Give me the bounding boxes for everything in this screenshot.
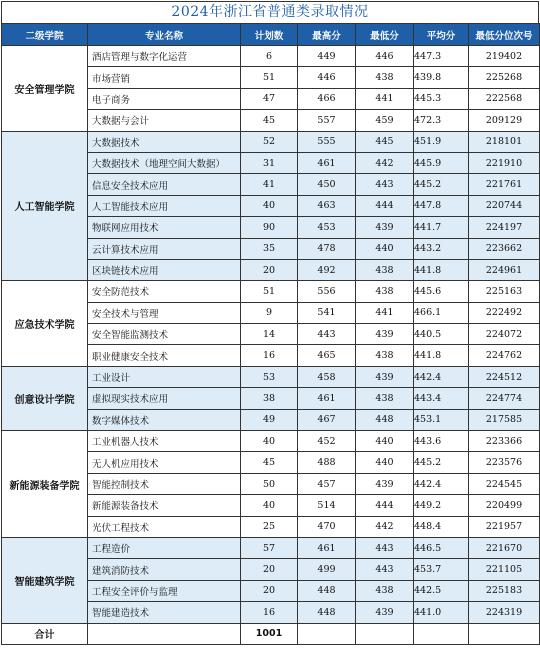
max-score: 492 <box>298 259 356 280</box>
major-name: 建筑消防技术 <box>88 559 241 580</box>
max-score: 446 <box>298 67 356 88</box>
max-score: 443 <box>298 324 356 345</box>
avg-score: 447.3 <box>414 46 469 67</box>
max-score: 461 <box>298 388 356 409</box>
college-name: 应急技术学院 <box>2 281 88 367</box>
table-row <box>2 431 540 452</box>
min-score: 440 <box>356 431 414 452</box>
plan-count: 52 <box>241 131 298 152</box>
major-name: 大数据技术 <box>88 131 241 152</box>
avg-score: 442.5 <box>414 580 469 601</box>
total-row <box>2 623 540 644</box>
avg-score: 443.4 <box>414 388 469 409</box>
total-empty-rank <box>469 623 540 644</box>
plan-count: 57 <box>241 537 298 558</box>
major-name: 电子商务 <box>88 88 241 109</box>
avg-score: 443.6 <box>414 431 469 452</box>
min-rank: 224545 <box>469 473 540 494</box>
major-name: 无人机应用技术 <box>88 452 241 473</box>
min-score: 443 <box>356 559 414 580</box>
major-name: 安全智能监测技术 <box>88 324 241 345</box>
max-score: 461 <box>298 152 356 173</box>
max-score: 488 <box>298 452 356 473</box>
min-score: 459 <box>356 110 414 131</box>
min-rank: 225183 <box>469 580 540 601</box>
avg-score: 441.7 <box>414 217 469 238</box>
max-score: 467 <box>298 409 356 430</box>
min-rank: 224762 <box>469 345 540 366</box>
min-score: 439 <box>356 473 414 494</box>
avg-score: 445.2 <box>414 452 469 473</box>
major-name: 物联网应用技术 <box>88 217 241 238</box>
avg-score: 472.3 <box>414 110 469 131</box>
major-name: 工程造价 <box>88 537 241 558</box>
plan-count: 50 <box>241 473 298 494</box>
min-score: 448 <box>356 409 414 430</box>
table-row <box>2 537 540 558</box>
plan-count: 45 <box>241 452 298 473</box>
major-name: 大数据技术（地理空间大数据） <box>88 152 241 173</box>
min-score: 444 <box>356 495 414 516</box>
table-body <box>2 46 540 624</box>
header-max: 最高分 <box>298 24 356 46</box>
major-name: 信息安全技术应用 <box>88 174 241 195</box>
header-min: 最低分 <box>356 24 414 46</box>
min-rank: 224961 <box>469 259 540 280</box>
plan-count: 40 <box>241 431 298 452</box>
college-name: 新能源装备学院 <box>2 431 88 538</box>
college-name: 创意设计学院 <box>2 366 88 430</box>
major-name: 云计算技术应用 <box>88 238 241 259</box>
major-name: 数字媒体技术 <box>88 409 241 430</box>
min-rank: 219402 <box>469 46 540 67</box>
min-score: 440 <box>356 452 414 473</box>
major-name: 大数据与会计 <box>88 110 241 131</box>
min-score: 441 <box>356 302 414 323</box>
min-rank: 224512 <box>469 366 540 387</box>
header-major: 专业名称 <box>88 24 241 46</box>
plan-count: 38 <box>241 388 298 409</box>
max-score: 453 <box>298 217 356 238</box>
min-rank: 224197 <box>469 217 540 238</box>
plan-count: 51 <box>241 281 298 302</box>
major-name: 安全技术与管理 <box>88 302 241 323</box>
plan-count: 49 <box>241 409 298 430</box>
avg-score: 445.9 <box>414 152 469 173</box>
major-name: 安全防范技术 <box>88 281 241 302</box>
table-row <box>2 366 540 387</box>
plan-count: 35 <box>241 238 298 259</box>
major-name: 光伏工程技术 <box>88 516 241 537</box>
max-score: 463 <box>298 195 356 216</box>
major-name: 智能建造技术 <box>88 602 241 623</box>
min-rank: 218101 <box>469 131 540 152</box>
max-score: 470 <box>298 516 356 537</box>
avg-score: 440.5 <box>414 324 469 345</box>
table-row <box>2 281 540 302</box>
min-rank: 225268 <box>469 67 540 88</box>
min-rank: 223662 <box>469 238 540 259</box>
max-score: 458 <box>298 366 356 387</box>
avg-score: 451.9 <box>414 131 469 152</box>
plan-count: 90 <box>241 217 298 238</box>
max-score: 448 <box>298 602 356 623</box>
plan-count: 6 <box>241 46 298 67</box>
max-score: 555 <box>298 131 356 152</box>
header-row <box>2 24 540 46</box>
min-score: 444 <box>356 195 414 216</box>
plan-count: 53 <box>241 366 298 387</box>
min-rank: 221910 <box>469 152 540 173</box>
min-score: 438 <box>356 580 414 601</box>
plan-count: 31 <box>241 152 298 173</box>
plan-count: 40 <box>241 195 298 216</box>
max-score: 461 <box>298 537 356 558</box>
avg-score: 446.5 <box>414 537 469 558</box>
max-score: 499 <box>298 559 356 580</box>
total-empty-avg <box>414 623 469 644</box>
table-row <box>2 131 540 152</box>
max-score: 452 <box>298 431 356 452</box>
plan-count: 51 <box>241 67 298 88</box>
max-score: 556 <box>298 281 356 302</box>
max-score: 450 <box>298 174 356 195</box>
major-name: 智能控制技术 <box>88 473 241 494</box>
total-label: 合计 <box>2 623 88 644</box>
avg-score: 439.8 <box>414 67 469 88</box>
admission-table-container <box>1 1 539 646</box>
avg-score: 453.7 <box>414 559 469 580</box>
major-name: 新能源装备技术 <box>88 495 241 516</box>
plan-count: 20 <box>241 559 298 580</box>
major-name: 虚拟现实技术应用 <box>88 388 241 409</box>
major-name: 工程安全评价与监理 <box>88 580 241 601</box>
avg-score: 441.8 <box>414 345 469 366</box>
major-name: 酒店管理与数字化运营 <box>88 46 241 67</box>
header-college: 二级学院 <box>2 24 88 46</box>
min-score: 439 <box>356 324 414 345</box>
min-rank: 209129 <box>469 110 540 131</box>
plan-count: 14 <box>241 324 298 345</box>
min-rank: 220499 <box>469 495 540 516</box>
avg-score: 442.4 <box>414 473 469 494</box>
total-empty-major <box>88 623 241 644</box>
avg-score: 445.2 <box>414 174 469 195</box>
min-rank: 221761 <box>469 174 540 195</box>
college-name: 安全管理学院 <box>2 46 88 132</box>
max-score: 457 <box>298 473 356 494</box>
plan-count: 25 <box>241 516 298 537</box>
avg-score: 441.0 <box>414 602 469 623</box>
major-name: 工业机器人技术 <box>88 431 241 452</box>
avg-score: 448.4 <box>414 516 469 537</box>
min-rank: 220744 <box>469 195 540 216</box>
min-rank: 225163 <box>469 281 540 302</box>
min-score: 439 <box>356 217 414 238</box>
min-score: 443 <box>356 174 414 195</box>
header-rank: 最低分位次号 <box>469 24 540 46</box>
min-score: 438 <box>356 67 414 88</box>
min-rank: 224774 <box>469 388 540 409</box>
avg-score: 447.8 <box>414 195 469 216</box>
min-score: 442 <box>356 152 414 173</box>
min-score: 441 <box>356 88 414 109</box>
avg-score: 442.4 <box>414 366 469 387</box>
min-score: 438 <box>356 388 414 409</box>
max-score: 557 <box>298 110 356 131</box>
min-rank: 224072 <box>469 324 540 345</box>
min-rank: 221957 <box>469 516 540 537</box>
min-score: 439 <box>356 602 414 623</box>
min-rank: 217585 <box>469 409 540 430</box>
max-score: 514 <box>298 495 356 516</box>
max-score: 478 <box>298 238 356 259</box>
min-rank: 224319 <box>469 602 540 623</box>
major-name: 市场营销 <box>88 67 241 88</box>
college-name: 人工智能学院 <box>2 131 88 281</box>
avg-score: 445.3 <box>414 88 469 109</box>
plan-count: 47 <box>241 88 298 109</box>
min-score: 438 <box>356 259 414 280</box>
min-rank: 221670 <box>469 537 540 558</box>
admission-table <box>1 23 540 645</box>
table-row <box>2 46 540 67</box>
plan-count: 20 <box>241 580 298 601</box>
plan-count: 41 <box>241 174 298 195</box>
major-name: 工业设计 <box>88 366 241 387</box>
plan-count: 45 <box>241 110 298 131</box>
max-score: 541 <box>298 302 356 323</box>
total-plan: 1001 <box>241 623 298 644</box>
avg-score: 445.6 <box>414 281 469 302</box>
max-score: 465 <box>298 345 356 366</box>
min-score: 438 <box>356 281 414 302</box>
plan-count: 16 <box>241 345 298 366</box>
avg-score: 453.1 <box>414 409 469 430</box>
min-rank: 222492 <box>469 302 540 323</box>
min-rank: 223366 <box>469 431 540 452</box>
avg-score: 466.1 <box>414 302 469 323</box>
header-avg: 平均分 <box>414 24 469 46</box>
min-score: 439 <box>356 366 414 387</box>
max-score: 466 <box>298 88 356 109</box>
plan-count: 20 <box>241 259 298 280</box>
min-rank: 223576 <box>469 452 540 473</box>
min-score: 446 <box>356 46 414 67</box>
total-empty-min <box>356 623 414 644</box>
min-score: 443 <box>356 537 414 558</box>
min-rank: 222568 <box>469 88 540 109</box>
header-plan: 计划数 <box>241 24 298 46</box>
major-name: 人工智能技术应用 <box>88 195 241 216</box>
plan-count: 16 <box>241 602 298 623</box>
avg-score: 449.2 <box>414 495 469 516</box>
max-score: 448 <box>298 580 356 601</box>
min-score: 438 <box>356 345 414 366</box>
min-score: 442 <box>356 516 414 537</box>
total-empty-max <box>298 623 356 644</box>
min-score: 440 <box>356 238 414 259</box>
avg-score: 443.2 <box>414 238 469 259</box>
major-name: 职业健康安全技术 <box>88 345 241 366</box>
min-rank: 221105 <box>469 559 540 580</box>
college-name: 智能建筑学院 <box>2 537 88 623</box>
min-score: 445 <box>356 131 414 152</box>
plan-count: 9 <box>241 302 298 323</box>
avg-score: 441.8 <box>414 259 469 280</box>
max-score: 449 <box>298 46 356 67</box>
major-name: 区块链技术应用 <box>88 259 241 280</box>
table-title: 2024年浙江省普通类录取情况 <box>1 1 539 23</box>
plan-count: 40 <box>241 495 298 516</box>
